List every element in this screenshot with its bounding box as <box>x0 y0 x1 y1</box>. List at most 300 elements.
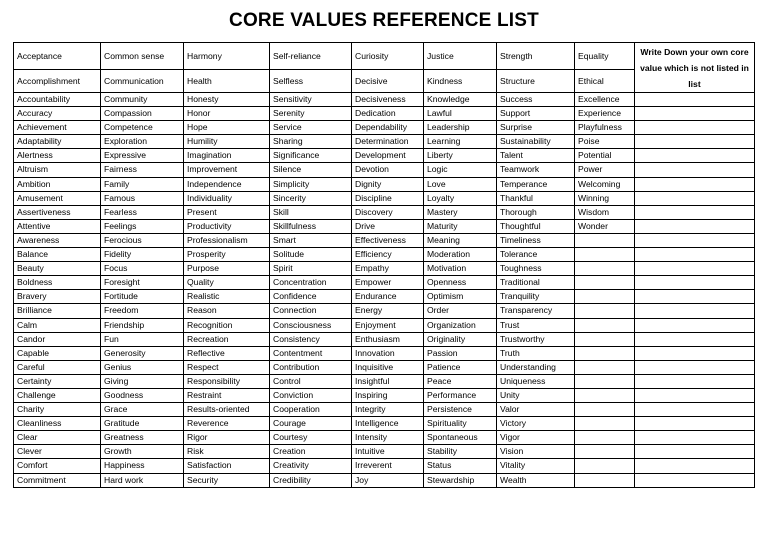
value-cell: Generosity <box>101 346 184 360</box>
value-cell: Surprise <box>497 121 575 135</box>
value-cell: Discovery <box>352 205 424 219</box>
value-cell: Knowledge <box>424 93 497 107</box>
own-value-blank-cell[interactable] <box>635 388 755 402</box>
value-cell: Confidence <box>270 290 352 304</box>
value-cell: Fairness <box>101 163 184 177</box>
value-cell: Self-reliance <box>270 43 352 70</box>
value-cell: Truth <box>497 346 575 360</box>
value-cell: Harmony <box>184 43 270 70</box>
table-row <box>14 459 755 473</box>
table-row <box>14 262 755 276</box>
value-cell: Inspiring <box>352 388 424 402</box>
value-cell <box>575 459 635 473</box>
value-cell: Competence <box>101 121 184 135</box>
value-cell: Contribution <box>270 360 352 374</box>
table-row <box>14 304 755 318</box>
value-cell: Order <box>424 304 497 318</box>
value-cell: Status <box>424 459 497 473</box>
value-cell <box>575 431 635 445</box>
value-cell: Control <box>270 374 352 388</box>
value-cell <box>575 262 635 276</box>
value-cell: Compassion <box>101 107 184 121</box>
value-cell: Sensitivity <box>270 93 352 107</box>
value-cell: Thorough <box>497 205 575 219</box>
value-cell: Potential <box>575 149 635 163</box>
value-cell: Liberty <box>424 149 497 163</box>
value-cell: Valor <box>497 403 575 417</box>
value-cell: Fidelity <box>101 248 184 262</box>
value-cell: Enthusiasm <box>352 332 424 346</box>
write-own-value-header: Write Down your own core value which is not listed in list <box>635 43 755 93</box>
value-cell: Transparency <box>497 304 575 318</box>
own-value-blank-cell[interactable] <box>635 290 755 304</box>
value-cell: Wealth <box>497 473 575 487</box>
value-cell: Decisiveness <box>352 93 424 107</box>
value-cell: Stewardship <box>424 473 497 487</box>
value-cell: Power <box>575 163 635 177</box>
value-cell: Common sense <box>101 43 184 70</box>
value-cell: Results-oriented <box>184 403 270 417</box>
own-value-blank-cell[interactable] <box>635 473 755 487</box>
value-cell: Learning <box>424 135 497 149</box>
value-cell: Recognition <box>184 318 270 332</box>
value-cell: Clever <box>14 445 101 459</box>
value-cell: Passion <box>424 346 497 360</box>
value-cell: Experience <box>575 107 635 121</box>
own-value-blank-cell[interactable] <box>635 459 755 473</box>
value-cell <box>575 318 635 332</box>
own-value-blank-cell[interactable] <box>635 276 755 290</box>
value-cell: Intelligence <box>352 417 424 431</box>
value-cell <box>575 403 635 417</box>
table-row <box>14 177 755 191</box>
table-row <box>14 93 755 107</box>
value-cell: Skillfulness <box>270 219 352 233</box>
value-cell: Certainty <box>14 374 101 388</box>
page-title: CORE VALUES REFERENCE LIST <box>229 10 539 31</box>
value-cell: Gratitude <box>101 417 184 431</box>
value-cell <box>575 473 635 487</box>
own-value-blank-cell[interactable] <box>635 417 755 431</box>
value-cell: Tranquility <box>497 290 575 304</box>
value-cell: Connection <box>270 304 352 318</box>
value-cell: Smart <box>270 233 352 247</box>
value-cell: Freedom <box>101 304 184 318</box>
table-row <box>14 403 755 417</box>
own-value-blank-cell[interactable] <box>635 248 755 262</box>
value-cell: Happiness <box>101 459 184 473</box>
value-cell: Sharing <box>270 135 352 149</box>
value-cell: Calm <box>14 318 101 332</box>
table-row <box>14 248 755 262</box>
value-cell: Restraint <box>184 388 270 402</box>
value-cell: Achievement <box>14 121 101 135</box>
value-cell: Devotion <box>352 163 424 177</box>
own-value-blank-cell[interactable] <box>635 149 755 163</box>
value-cell: Purpose <box>184 262 270 276</box>
table-row <box>14 205 755 219</box>
value-cell: Grace <box>101 403 184 417</box>
value-cell: Intuitive <box>352 445 424 459</box>
own-value-blank-cell[interactable] <box>635 346 755 360</box>
value-cell: Love <box>424 177 497 191</box>
value-cell: Dependability <box>352 121 424 135</box>
value-cell: Integrity <box>352 403 424 417</box>
table-row <box>14 332 755 346</box>
value-cell: Genius <box>101 360 184 374</box>
value-cell <box>575 346 635 360</box>
value-cell: Creation <box>270 445 352 459</box>
value-cell <box>575 388 635 402</box>
value-cell: Cleanliness <box>14 417 101 431</box>
value-cell: Focus <box>101 262 184 276</box>
table-row <box>14 346 755 360</box>
value-cell: Beauty <box>14 262 101 276</box>
value-cell: Traditional <box>497 276 575 290</box>
value-cell: Justice <box>424 43 497 70</box>
value-cell: Feelings <box>101 219 184 233</box>
table-row <box>14 121 755 135</box>
own-value-blank-cell[interactable] <box>635 177 755 191</box>
value-cell: Discipline <box>352 191 424 205</box>
value-cell: Kindness <box>424 70 497 93</box>
value-cell: Honor <box>184 107 270 121</box>
table-row <box>14 473 755 487</box>
value-cell: Uniqueness <box>497 374 575 388</box>
table-row <box>14 388 755 402</box>
value-cell: Professionalism <box>184 233 270 247</box>
value-cell: Joy <box>352 473 424 487</box>
value-cell: Leadership <box>424 121 497 135</box>
value-cell: Peace <box>424 374 497 388</box>
value-cell: Community <box>101 93 184 107</box>
value-cell: Significance <box>270 149 352 163</box>
value-cell: Efficiency <box>352 248 424 262</box>
value-cell: Motivation <box>424 262 497 276</box>
value-cell: Victory <box>497 417 575 431</box>
value-cell: Wisdom <box>575 205 635 219</box>
value-cell: Performance <box>424 388 497 402</box>
value-cell: Unity <box>497 388 575 402</box>
table-row <box>14 360 755 374</box>
value-cell <box>575 374 635 388</box>
value-cell: Communication <box>101 70 184 93</box>
value-cell: Endurance <box>352 290 424 304</box>
value-cell: Thankful <box>497 191 575 205</box>
value-cell: Poise <box>575 135 635 149</box>
value-cell: Friendship <box>101 318 184 332</box>
value-cell: Excellence <box>575 93 635 107</box>
value-cell: Optimism <box>424 290 497 304</box>
value-cell: Stability <box>424 445 497 459</box>
value-cell: Altruism <box>14 163 101 177</box>
value-cell: Simplicity <box>270 177 352 191</box>
value-cell: Accountability <box>14 93 101 107</box>
value-cell: Dedication <box>352 107 424 121</box>
own-value-blank-cell[interactable] <box>635 262 755 276</box>
own-value-blank-cell[interactable] <box>635 191 755 205</box>
value-cell: Ambition <box>14 177 101 191</box>
value-cell: Capable <box>14 346 101 360</box>
value-cell: Creativity <box>270 459 352 473</box>
value-cell: Quality <box>184 276 270 290</box>
value-cell: Respect <box>184 360 270 374</box>
value-cell: Innovation <box>352 346 424 360</box>
table-row <box>14 191 755 205</box>
value-cell: Famous <box>101 191 184 205</box>
value-cell <box>575 290 635 304</box>
value-cell: Challenge <box>14 388 101 402</box>
value-cell: Mastery <box>424 205 497 219</box>
value-cell: Balance <box>14 248 101 262</box>
table-row <box>14 219 755 233</box>
table-row <box>14 233 755 247</box>
value-cell: Enjoyment <box>352 318 424 332</box>
value-cell: Assertiveness <box>14 205 101 219</box>
value-cell: Hard work <box>101 473 184 487</box>
value-cell: Charity <box>14 403 101 417</box>
value-cell: Development <box>352 149 424 163</box>
value-cell: Foresight <box>101 276 184 290</box>
value-cell: Fortitude <box>101 290 184 304</box>
value-cell <box>575 417 635 431</box>
own-value-blank-cell[interactable] <box>635 163 755 177</box>
value-cell: Alertness <box>14 149 101 163</box>
value-cell: Loyalty <box>424 191 497 205</box>
value-cell: Drive <box>352 219 424 233</box>
table-row <box>14 149 755 163</box>
value-cell: Intensity <box>352 431 424 445</box>
own-value-blank-cell[interactable] <box>635 121 755 135</box>
value-cell: Serenity <box>270 107 352 121</box>
value-cell: Consciousness <box>270 318 352 332</box>
value-cell: Reverence <box>184 417 270 431</box>
value-cell: Careful <box>14 360 101 374</box>
table-row <box>14 374 755 388</box>
value-cell: Decisive <box>352 70 424 93</box>
value-cell: Talent <box>497 149 575 163</box>
table-row <box>14 445 755 459</box>
value-cell: Productivity <box>184 219 270 233</box>
value-cell: Health <box>184 70 270 93</box>
value-cell: Risk <box>184 445 270 459</box>
table-row <box>14 290 755 304</box>
value-cell: Fearless <box>101 205 184 219</box>
value-cell: Playfulness <box>575 121 635 135</box>
value-cell: Vitality <box>497 459 575 473</box>
value-cell: Skill <box>270 205 352 219</box>
value-cell: Individuality <box>184 191 270 205</box>
value-cell <box>575 360 635 374</box>
value-cell: Wonder <box>575 219 635 233</box>
value-cell: Cooperation <box>270 403 352 417</box>
value-cell: Strength <box>497 43 575 70</box>
value-cell: Thoughtful <box>497 219 575 233</box>
own-value-blank-cell[interactable] <box>635 431 755 445</box>
value-cell: Imagination <box>184 149 270 163</box>
value-cell: Openness <box>424 276 497 290</box>
value-cell: Empathy <box>352 262 424 276</box>
value-cell: Support <box>497 107 575 121</box>
value-cell: Commitment <box>14 473 101 487</box>
value-cell <box>575 233 635 247</box>
own-value-blank-cell[interactable] <box>635 403 755 417</box>
value-cell: Lawful <box>424 107 497 121</box>
value-cell: Selfless <box>270 70 352 93</box>
value-cell: Hope <box>184 121 270 135</box>
table-row <box>14 107 755 121</box>
value-cell <box>575 445 635 459</box>
value-cell: Patience <box>424 360 497 374</box>
value-cell: Comfort <box>14 459 101 473</box>
table-row <box>14 276 755 290</box>
value-cell: Vigor <box>497 431 575 445</box>
own-value-blank-cell[interactable] <box>635 219 755 233</box>
table-row <box>14 43 755 70</box>
own-value-blank-cell[interactable] <box>635 445 755 459</box>
value-cell: Vision <box>497 445 575 459</box>
value-cell: Equality <box>575 43 635 70</box>
value-cell: Inquisitive <box>352 360 424 374</box>
value-cell: Greatness <box>101 431 184 445</box>
own-value-blank-cell[interactable] <box>635 374 755 388</box>
value-cell: Courage <box>270 417 352 431</box>
own-value-blank-cell[interactable] <box>635 205 755 219</box>
value-cell: Timeliness <box>497 233 575 247</box>
value-cell: Silence <box>270 163 352 177</box>
value-cell: Structure <box>497 70 575 93</box>
value-cell: Meaning <box>424 233 497 247</box>
value-cell: Energy <box>352 304 424 318</box>
value-cell: Consistency <box>270 332 352 346</box>
value-cell: Conviction <box>270 388 352 402</box>
value-cell: Giving <box>101 374 184 388</box>
value-cell: Service <box>270 121 352 135</box>
value-cell: Recreation <box>184 332 270 346</box>
value-cell: Originality <box>424 332 497 346</box>
value-cell: Determination <box>352 135 424 149</box>
value-cell: Welcoming <box>575 177 635 191</box>
value-cell: Ethical <box>575 70 635 93</box>
own-value-blank-cell[interactable] <box>635 107 755 121</box>
value-cell <box>575 248 635 262</box>
value-cell: Improvement <box>184 163 270 177</box>
value-cell: Amusement <box>14 191 101 205</box>
value-cell: Independence <box>184 177 270 191</box>
value-cell: Prosperity <box>184 248 270 262</box>
value-cell: Present <box>184 205 270 219</box>
value-cell: Awareness <box>14 233 101 247</box>
value-cell: Fun <box>101 332 184 346</box>
value-cell: Accomplishment <box>14 70 101 93</box>
table-row <box>14 135 755 149</box>
value-cell <box>575 276 635 290</box>
value-cell: Persistence <box>424 403 497 417</box>
value-cell: Growth <box>101 445 184 459</box>
value-cell: Satisfaction <box>184 459 270 473</box>
table-row <box>14 417 755 431</box>
value-cell: Teamwork <box>497 163 575 177</box>
value-cell: Acceptance <box>14 43 101 70</box>
value-cell: Sincerity <box>270 191 352 205</box>
value-cell: Responsibility <box>184 374 270 388</box>
value-cell: Candor <box>14 332 101 346</box>
value-cell: Spirituality <box>424 417 497 431</box>
value-cell: Understanding <box>497 360 575 374</box>
value-cell: Courtesy <box>270 431 352 445</box>
value-cell: Reason <box>184 304 270 318</box>
value-cell: Accuracy <box>14 107 101 121</box>
value-cell: Security <box>184 473 270 487</box>
value-cell: Expressive <box>101 149 184 163</box>
value-cell: Winning <box>575 191 635 205</box>
table-row <box>14 163 755 177</box>
value-cell: Goodness <box>101 388 184 402</box>
own-value-blank-cell[interactable] <box>635 332 755 346</box>
value-cell: Boldness <box>14 276 101 290</box>
value-cell: Concentration <box>270 276 352 290</box>
value-cell: Moderation <box>424 248 497 262</box>
own-value-blank-cell[interactable] <box>635 304 755 318</box>
value-cell <box>575 332 635 346</box>
own-value-blank-cell[interactable] <box>635 318 755 332</box>
value-cell: Success <box>497 93 575 107</box>
own-value-blank-cell[interactable] <box>635 135 755 149</box>
value-cell: Honesty <box>184 93 270 107</box>
value-cell: Credibility <box>270 473 352 487</box>
value-cell: Toughness <box>497 262 575 276</box>
value-cell: Family <box>101 177 184 191</box>
value-cell: Maturity <box>424 219 497 233</box>
value-cell: Sustainability <box>497 135 575 149</box>
value-cell: Temperance <box>497 177 575 191</box>
own-value-blank-cell[interactable] <box>635 360 755 374</box>
value-cell: Clear <box>14 431 101 445</box>
value-cell: Spirit <box>270 262 352 276</box>
own-value-blank-cell[interactable] <box>635 93 755 107</box>
value-cell: Bravery <box>14 290 101 304</box>
value-cell: Attentive <box>14 219 101 233</box>
value-cell: Tolerance <box>497 248 575 262</box>
value-cell: Humility <box>184 135 270 149</box>
value-cell: Curiosity <box>352 43 424 70</box>
value-cell: Organization <box>424 318 497 332</box>
table-row <box>14 318 755 332</box>
value-cell: Empower <box>352 276 424 290</box>
value-cell: Adaptability <box>14 135 101 149</box>
value-cell: Rigor <box>184 431 270 445</box>
value-cell <box>575 304 635 318</box>
value-cell: Effectiveness <box>352 233 424 247</box>
value-cell: Spontaneous <box>424 431 497 445</box>
value-cell: Trust <box>497 318 575 332</box>
table-row <box>14 431 755 445</box>
own-value-blank-cell[interactable] <box>635 233 755 247</box>
value-cell: Solitude <box>270 248 352 262</box>
value-cell: Trustworthy <box>497 332 575 346</box>
value-cell: Exploration <box>101 135 184 149</box>
core-values-table <box>13 42 755 488</box>
value-cell: Contentment <box>270 346 352 360</box>
value-cell: Realistic <box>184 290 270 304</box>
value-cell: Dignity <box>352 177 424 191</box>
value-cell: Irreverent <box>352 459 424 473</box>
value-cell: Ferocious <box>101 233 184 247</box>
value-cell: Brilliance <box>14 304 101 318</box>
value-cell: Logic <box>424 163 497 177</box>
value-cell: Reflective <box>184 346 270 360</box>
value-cell: Insightful <box>352 374 424 388</box>
